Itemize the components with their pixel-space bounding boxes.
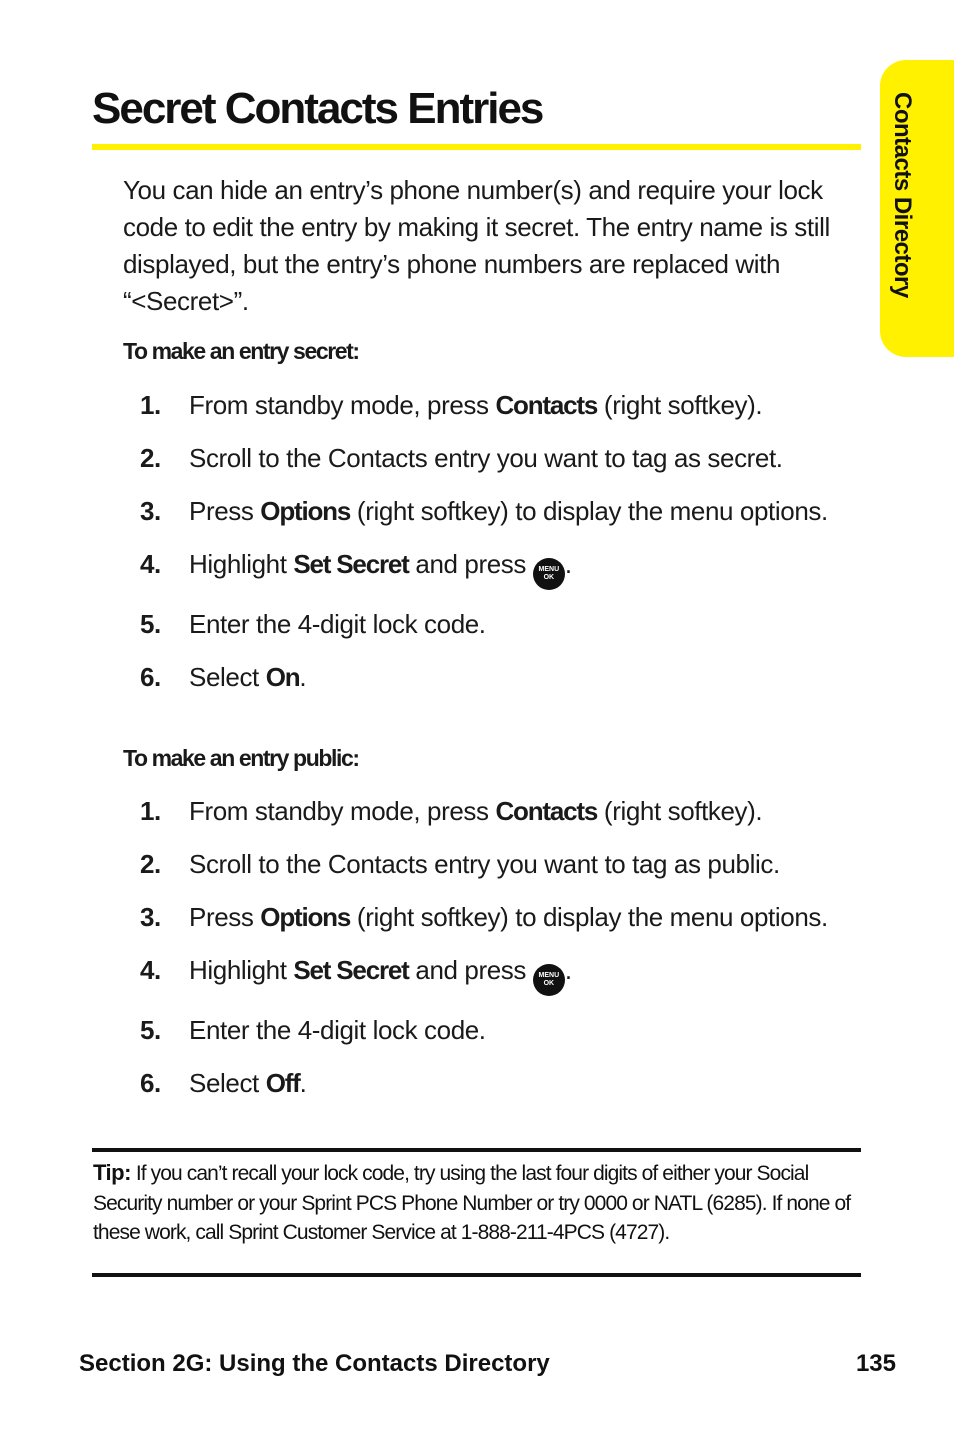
- step-text-part: .: [299, 662, 307, 692]
- step-keyword: Set Secret: [293, 955, 409, 985]
- menu-ok-icon: [533, 558, 565, 590]
- step-text: [189, 951, 830, 996]
- step-keyword: Options: [260, 902, 351, 932]
- list-item: [140, 845, 830, 883]
- step-text: [189, 898, 830, 936]
- step-keyword: Contacts: [495, 390, 598, 420]
- step-text: [189, 658, 830, 696]
- public-procedure-heading: To make an entry public:: [123, 745, 359, 771]
- list-item: [140, 1064, 830, 1102]
- step-text-part: From standby mode, press: [189, 796, 496, 826]
- footer-section-title: Section 2G: Using the Contacts Directory: [79, 1350, 550, 1377]
- step-number: 6.: [140, 662, 161, 692]
- step-text-part: From standby mode, press: [189, 390, 496, 420]
- list-item: [140, 1011, 830, 1049]
- step-text-part: Enter the 4-digit lock code.: [189, 609, 486, 639]
- title-rule: [92, 144, 861, 150]
- step-number: 4.: [140, 955, 161, 985]
- step-number: 6.: [140, 1068, 161, 1098]
- list-item: [140, 898, 830, 936]
- menu-ok-icon: [533, 964, 565, 996]
- step-number: 3.: [140, 496, 161, 526]
- step-text-part: Enter the 4-digit lock code.: [189, 1015, 486, 1045]
- tip-text: [93, 1158, 861, 1248]
- step-text-part: Scroll to the Contacts entry you want to tag as secret.: [189, 443, 783, 473]
- step-text-part: Press: [189, 902, 261, 932]
- menu-ok-icon-line1: MENU: [538, 972, 560, 979]
- secret-procedure-heading: To make an entry secret:: [123, 338, 359, 364]
- list-item: [140, 386, 830, 424]
- step-keyword: Set Secret: [293, 549, 409, 579]
- step-text-part: Press: [189, 496, 261, 526]
- tip-body: If you can’t recall your lock code, try using the last four digits of either your Social Security number or your Sprint PCS Phone Number or try 0000 or NATL (6285). If none of these work, call Sprint Customer Service at 1-888-211-4PCS (4727).: [93, 1162, 851, 1244]
- list-item: [140, 951, 830, 996]
- secret-steps-list: [140, 386, 830, 711]
- step-number: 5.: [140, 609, 161, 639]
- step-text-part: Highlight: [189, 955, 294, 985]
- footer-page-number: 135: [855, 1350, 896, 1377]
- menu-ok-icon-line2: OK: [543, 574, 555, 581]
- step-text-part: .: [564, 549, 572, 579]
- step-text: [189, 386, 830, 424]
- step-text: [189, 1064, 830, 1102]
- step-text-part: (right softkey) to display the menu options.: [350, 902, 828, 932]
- step-number: 4.: [140, 549, 161, 579]
- list-item: [140, 792, 830, 830]
- step-number: 2.: [140, 849, 161, 879]
- step-text-part: Select: [189, 1068, 266, 1098]
- step-text: [189, 605, 830, 643]
- step-number: 1.: [140, 796, 161, 826]
- step-number: 3.: [140, 902, 161, 932]
- step-number: 1.: [140, 390, 161, 420]
- step-text-part: and press: [408, 549, 533, 579]
- step-number: 2.: [140, 443, 161, 473]
- menu-ok-icon-line2: OK: [543, 980, 555, 987]
- step-text: [189, 845, 830, 883]
- list-item: [140, 545, 830, 590]
- step-text: [189, 792, 830, 830]
- step-text: [189, 545, 830, 590]
- step-text-part: .: [299, 1068, 307, 1098]
- public-steps-list: [140, 792, 830, 1117]
- step-text: [189, 1011, 830, 1049]
- step-text-part: .: [564, 955, 572, 985]
- step-text-part: and press: [408, 955, 533, 985]
- step-number: 5.: [140, 1015, 161, 1045]
- step-text-part: Scroll to the Contacts entry you want to tag as public.: [189, 849, 780, 879]
- step-text: [189, 439, 830, 477]
- side-tab-label: Contacts Directory: [889, 92, 916, 298]
- step-keyword: Options: [260, 496, 351, 526]
- page-title: Secret Contacts Entries: [92, 84, 543, 133]
- list-item: [140, 492, 830, 530]
- list-item: [140, 439, 830, 477]
- menu-ok-icon-line1: MENU: [538, 566, 560, 573]
- step-text-part: Highlight: [189, 549, 294, 579]
- step-keyword: Off: [265, 1068, 300, 1098]
- list-item: [140, 658, 830, 696]
- step-text-part: (right softkey).: [597, 796, 763, 826]
- step-text-part: Select: [189, 662, 266, 692]
- step-keyword: On: [265, 662, 300, 692]
- step-text: [189, 492, 830, 530]
- intro-paragraph: You can hide an entry’s phone number(s) and require your lock code to edit the entry by making it secret. The entry name is still displayed, but the entry’s phone numbers are replaced with “<Secret>”.: [123, 175, 830, 316]
- step-text-part: (right softkey) to display the menu options.: [350, 496, 828, 526]
- step-keyword: Contacts: [495, 796, 598, 826]
- tip-label: Tip:: [93, 1160, 131, 1185]
- tip-box: [92, 1148, 861, 1277]
- step-text-part: (right softkey).: [597, 390, 763, 420]
- list-item: [140, 605, 830, 643]
